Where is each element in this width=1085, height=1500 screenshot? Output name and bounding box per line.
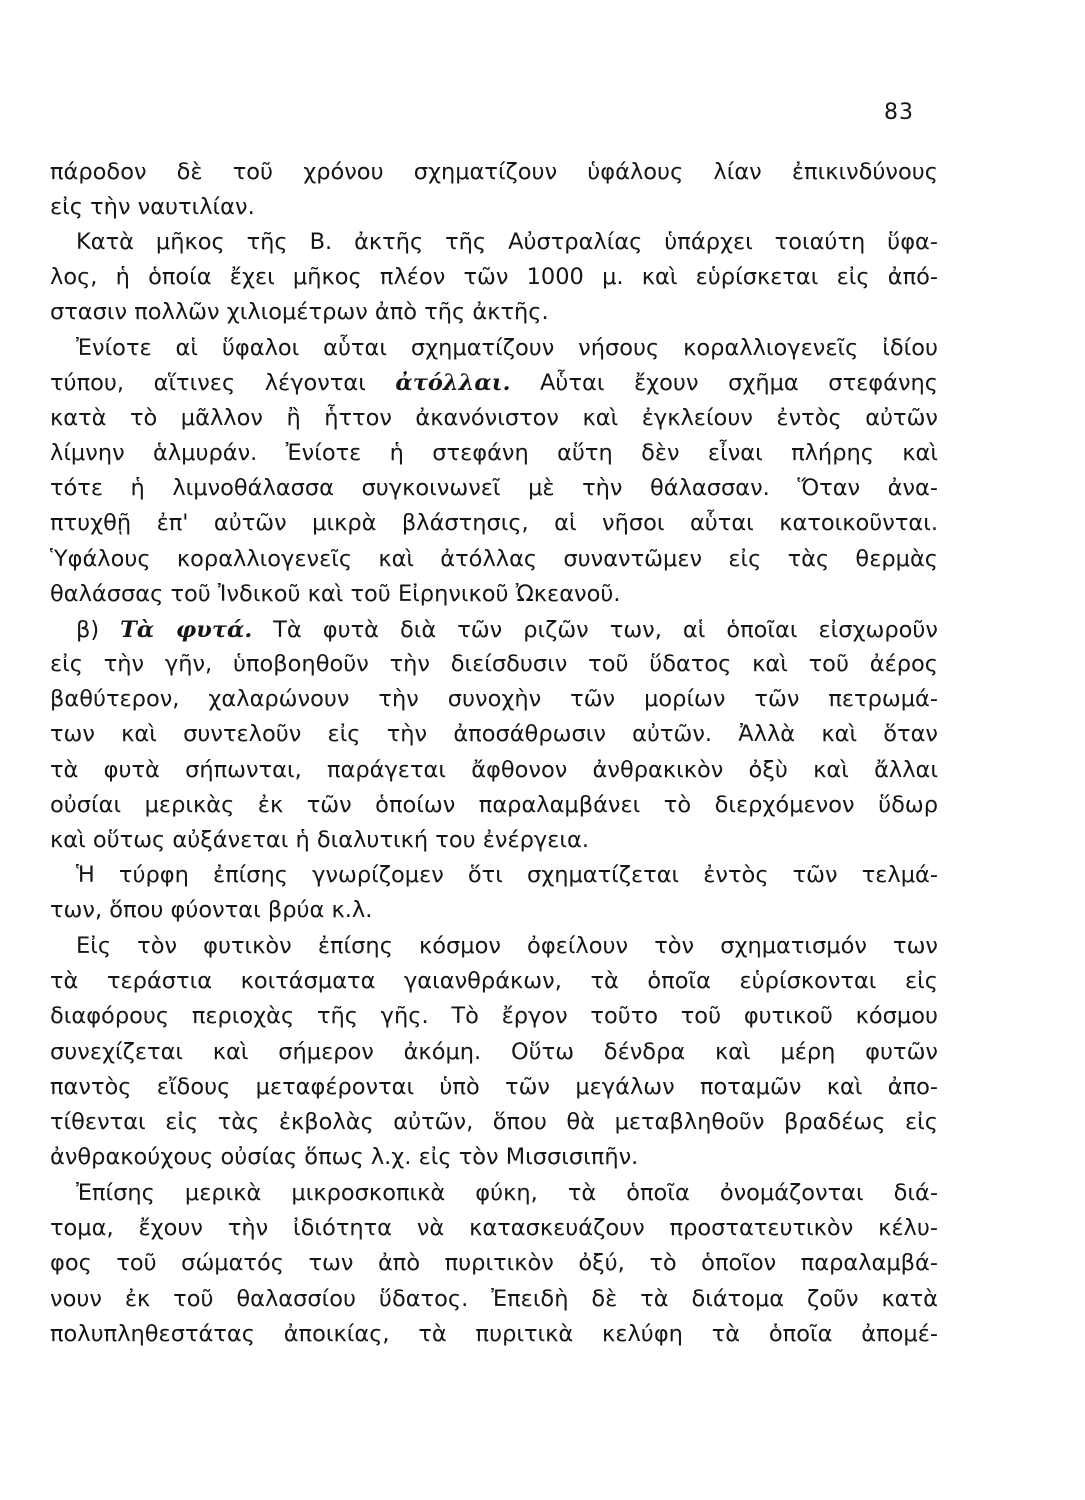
- text-span: Αὗται ἔχουν σχῆμα στεφάνης: [510, 370, 938, 396]
- text-line: διαφόρους περιοχὰς τῆς γῆς. Τὸ ἔργον τοῦτο τοῦ φυτικοῦ κόσμου: [50, 1003, 938, 1029]
- text-line: νουν ἐκ τοῦ θαλασσίου ὕδατος. Ἐπειδὴ δὲ τὰ διάτομα ζοῦν κατὰ: [50, 1286, 938, 1312]
- text-line: εἰς τὴν ναυτιλίαν.: [50, 194, 255, 220]
- italic-heading: Τὰ φυτά.: [120, 617, 253, 643]
- text-line: Ἐπίσης μερικὰ μικροσκοπικὰ φύκη, τὰ ὁποῖα ὀνομάζονται διά-: [76, 1180, 938, 1206]
- text-line: τότε ἡ λιμνοθάλασσα συγκοινωνεῖ μὲ τὴν θάλασσαν. Ὅταν ἀνα-: [50, 475, 938, 501]
- text-span: τύπου, αἵτινες λέγονται: [50, 370, 396, 396]
- text-line: συνεχίζεται καὶ σήμερον ἀκόμη. Οὕτω δένδρα καὶ μέρη φυτῶν: [50, 1039, 938, 1065]
- text-line: καὶ οὕτως αὐξάνεται ἡ διαλυτική του ἐνέργεια.: [50, 827, 590, 853]
- text-line: Ἡ τύρφη ἐπίσης γνωρίζομεν ὅτι σχηματίζεται ἐντὸς τῶν τελμά-: [76, 862, 938, 888]
- text-line: τὰ φυτὰ σήπωνται, παράγεται ἄφθονον ἀνθρακικὸν ὀξὺ καὶ ἄλλαι: [50, 757, 938, 783]
- text-line: λίμνην ἁλμυράν. Ἐνίοτε ἡ στεφάνη αὕτη δὲν εἶναι πλήρης καὶ: [50, 440, 938, 466]
- text-line: [50, 367, 938, 399]
- text-line: των, ὅπου φύονται βρύα κ.λ.: [50, 897, 373, 923]
- text-line: στασιν πολλῶν χιλιομέτρων ἀπὸ τῆς ἀκτῆς.: [50, 299, 549, 325]
- text-line: [50, 614, 938, 646]
- text-line: εἰς τὴν γῆν, ὑποβοηθοῦν τὴν διείσδυσιν τοῦ ὕδατος καὶ τοῦ ἀέρος: [50, 651, 938, 677]
- text-line: φος τοῦ σώματός των ἀπὸ πυριτικὸν ὀξύ, τὸ ὁποῖον παραλαμβά-: [50, 1250, 938, 1276]
- text-span: Τὰ φυτὰ διὰ τῶν ριζῶν των, αἱ ὁποῖαι εἰσχωροῦν: [252, 617, 938, 643]
- text-line: Κατὰ μῆκος τῆς Β. ἀκτῆς τῆς Αὐστραλίας ὑπάρχει τοιαύτη ὕφα-: [76, 229, 938, 255]
- text-line: παντὸς εἴδους μεταφέρονται ὑπὸ τῶν μεγάλων ποταμῶν καὶ ἀπο-: [50, 1074, 938, 1100]
- text-line: τὰ τεράστια κοιτάσματα γαιανθράκων, τὰ ὁποῖα εὑρίσκονται εἰς: [50, 968, 938, 994]
- italic-term: ἀτόλλαι.: [395, 370, 511, 396]
- text-span: β): [76, 617, 121, 643]
- text-line: Ἐνίοτε αἱ ὕφαλοι αὗται σχηματίζουν νήσους κοραλλιογενεῖς ἰδίου: [76, 335, 938, 361]
- text-line: κατὰ τὸ μᾶλλον ἢ ἧττον ἀκανόνιστον καὶ ἐγκλείουν ἐντὸς αὐτῶν: [50, 405, 938, 431]
- text-line: των καὶ συντελοῦν εἰς τὴν ἀποσάθρωσιν αὐτῶν. Ἀλλὰ καὶ ὅταν: [50, 721, 938, 747]
- text-line: βαθύτερον, χαλαρώνουν τὴν συνοχὴν τῶν μορίων τῶν πετρωμά-: [50, 686, 938, 712]
- text-line: τίθενται εἰς τὰς ἐκβολὰς αὐτῶν, ὅπου θὰ μεταβληθοῦν βραδέως εἰς: [50, 1109, 938, 1135]
- text-line: Ὑφάλους κοραλλιογενεῖς καὶ ἀτόλλας συναντῶμεν εἰς τὰς θερμὰς: [50, 546, 938, 572]
- text-line: λος, ἡ ὁποία ἔχει μῆκος πλέον τῶν 1000 μ. καὶ εὑρίσκεται εἰς ἀπό-: [50, 264, 938, 290]
- text-line: πολυπληθεστάτας ἀποικίας, τὰ πυριτικὰ κελύφη τὰ ὁποῖα ἀπομέ-: [50, 1321, 938, 1347]
- page-number: 83: [884, 100, 914, 125]
- text-line: Εἰς τὸν φυτικὸν ἐπίσης κόσμον ὀφείλουν τὸν σχηματισμόν των: [76, 933, 938, 959]
- text-line: τομα, ἔχουν τὴν ἰδιότητα νὰ κατασκευάζουν προστατευτικὸν κέλυ-: [50, 1215, 938, 1241]
- text-line: θαλάσσας τοῦ Ἰνδικοῦ καὶ τοῦ Εἰρηνικοῦ Ὠκεανοῦ.: [50, 581, 621, 607]
- text-line: πάροδον δὲ τοῦ χρόνου σχηματίζουν ὑφάλους λίαν ἐπικινδύνους: [50, 159, 938, 185]
- text-line: ἀνθρακούχους οὐσίας ὅπως λ.χ. εἰς τὸν Μισσισιπῆν.: [50, 1144, 639, 1170]
- text-line: οὐσίαι μερικὰς ἐκ τῶν ὁποίων παραλαμβάνει τὸ διερχόμενον ὕδωρ: [50, 792, 938, 818]
- text-line: πτυχθῇ ἐπ' αὐτῶν μικρὰ βλάστησις, αἱ νῆσοι αὗται κατοικοῦνται.: [50, 510, 938, 536]
